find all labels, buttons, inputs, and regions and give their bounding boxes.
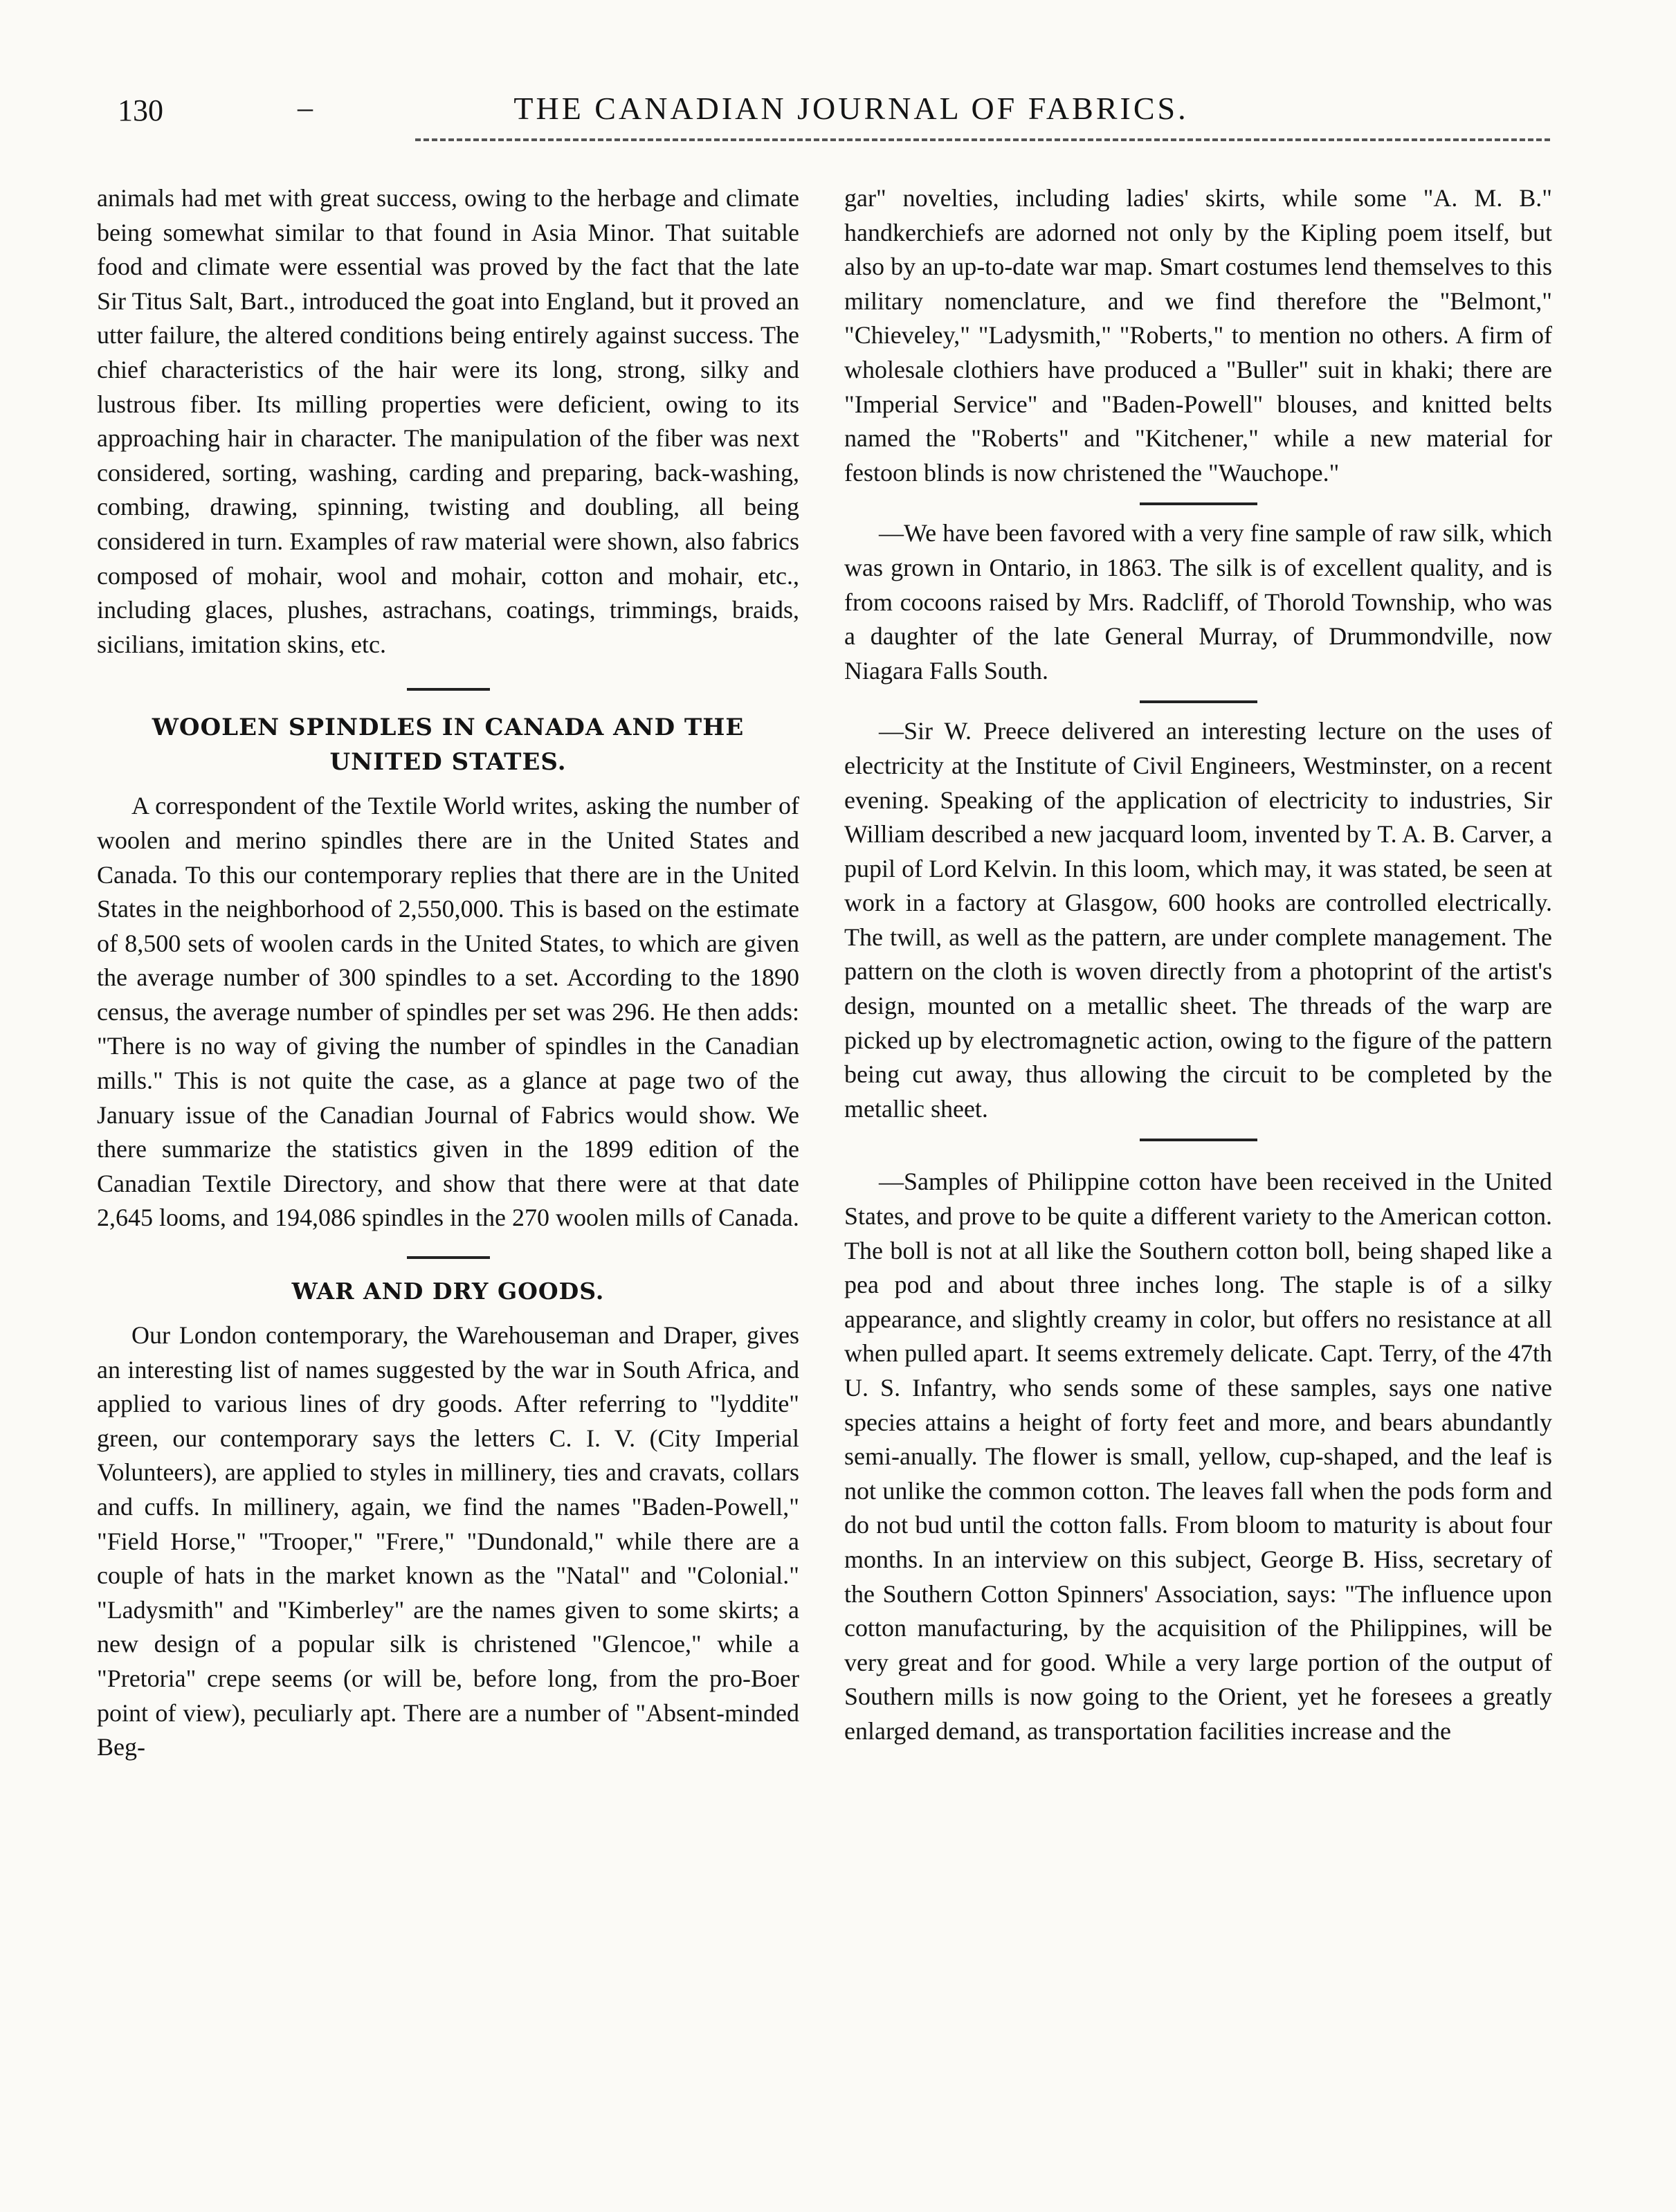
header-rule — [415, 138, 1550, 141]
header-dash: – — [298, 91, 313, 125]
page-header — [97, 90, 1550, 138]
section-heading-woolen-spindles — [97, 710, 799, 779]
heading-line: UNITED STATES. — [329, 748, 567, 777]
right-column — [844, 181, 1552, 1749]
continued-paragraph: animals had met with great success, owing to the herbage and climate being somewhat similar to that found in Asia Minor. That suitable food and climate were essential was proved by the fact that the late Sir Titus Salt, Bart., introduced the goat into England, but it proved an utter failure, the altered conditions being entirely against success. The chief characteristics of the hair were its long, strong, silky and lustrous fiber. Its milling properties were deficient, owing to its approaching hair in character. The manipulation of the fiber was next considered, sorting, washing, carding and preparing, back-washing, combing, drawing, spinning, twisting and doubling, all being considered in turn. Examples of raw material were shown, also fabrics composed of mohair, wool and mohair, cotton and mohair, etc., including glaces, plushes, astrachans, coatings, trimmings, braids, sicilians, imitation skins, etc. — [97, 184, 799, 658]
war-dry-goods-continued: gar" novelties, including ladies' skirts, while some "A. M. B." handkerchiefs are adorned not only by the Kipling poem itself, but also by an up-to-date war map. Smart costumes lend themselves to this military nomenclature, and we find therefore the "Belmont," "Chieveley," "Ladysmith," "Roberts," to mention no others. A firm of wholesale clothiers have produced a "Buller" suit in khaki; there are "Imperial Service" and "Baden-Powell" blouses, and knitted belts named the "Roberts" and "Kitchener," while a new material for festoon blinds is now christened the "Wauchope." — [844, 184, 1552, 487]
preece-lecture-paragraph: —Sir W. Preece delivered an interesting lecture on the uses of electricity at the Institute of Civil Engineers, Westminster, on a recent evening. Speaking of the application of electricity to industries, Sir William described a new jacquard loom, invented by T. A. B. Carver, a pupil of Lord Kelvin. In this loom, which may, it was stated, be seen at work in a factory at Glasgow, 600 hooks are controlled electrically. The twill, as well as the pattern, are under complete management. The pattern on the cloth is woven directly from a photoprint of the artist's design, mounted on a metallic sheet. The threads of the warp are picked up by electromagnetic action, owing to the figure of the pattern being cut away, thus allowing the circuit to be completed by the metallic sheet. — [844, 717, 1552, 1123]
heading-line: WOOLEN SPINDLES IN CANADA AND THE — [152, 714, 745, 742]
war-dry-goods-paragraph: Our London contemporary, the Warehouseman and Draper, gives an interesting list of names suggested by the war in South Africa, and applied to various lines of dry goods. After referring to "lyddite" green, our contemporary says the letters C. I. V. (City Imperial Volunteers), are applied to styles in millinery, ties and cravats, collars and cuffs. In millinery, again, we find the names "Baden-Powell," "Field Horse," "Trooper," "Frere," "Dundonald," while there are a couple of hats in the market known as the "Natal" and "Colonial." "Ladysmith" and "Kimberley" are the names given to some skirts; a new design of a popular silk is christened "Glencoe," while a "Pretoria" crepe seems (or will be, before long, from the pro-Boer point of view), peculiarly apt. There are a number of "Absent-minded Beg- — [97, 1321, 799, 1761]
page-number: 130 — [118, 93, 163, 127]
woolen-spindles-paragraph: A correspondent of the Textile World writes, asking the number of woolen and merino spindles there are in the United States and Canada. To this our contemporary replies that there are in the United States in the neighborhood of 2,550,000. This is based on the estimate of 8,500 sets of woolen cards in the United States, to which are given the average number of 300 spindles to a set. According to the 1890 census, the average number of spindles per set was 296. He then adds: "There is no way of giving the number of spindles in the Canadian mills." This is not quite the case, as a glance at page two of the January issue of the Canadian Journal of Fabrics would show. We there summarize the statistics given in the 1899 edition of the Canadian Textile Directory, and show that there were at that date 2,645 looms, and 194,086 spindles in the 270 woolen mills of Canada. — [97, 792, 799, 1232]
left-column — [97, 181, 799, 1765]
section-heading-war-dry-goods: WAR AND DRY GOODS. — [291, 1278, 605, 1305]
raw-silk-paragraph: —We have been favored with a very fine sample of raw silk, which was grown in Ontario, in 1863. The silk is of excellent quality, and is from cocoons raised by Mrs. Radcliff, of Thorold Township, who was a daughter of the late General Murray, of Drummondville, now Niagara Falls South. — [844, 519, 1552, 685]
journal-title: THE CANADIAN JOURNAL OF FABRICS. — [513, 91, 1189, 126]
philippine-cotton-paragraph: —Samples of Philippine cotton have been received in the United States, and prove to be quite a different variety to the American cotton. The boll is not at all like the Southern cotton boll, being shaped like a pea pod and about three inches long. The staple is of a silky appearance, and slightly creamy in color, but offers no resistance at all when pulled apart. It seems extremely delicate. Capt. Terry, of the 47th U. S. Infantry, who sends some of these samples, says one native species attains a height of forty feet and more, and bears abundantly semi-anually. The flower is small, yellow, cup-shaped, and the leaf is not unlike the common cotton. The leaves fall when the pods form and do not bud until the cotton falls. From bloom to maturity is about four months. In an interview on this subject, George B. Hiss, secretary of the Southern Cotton Spinners' Association, says: "The influence upon cotton manufacturing, by the acquisition of the Philippines, will be very great and for good. While a very large portion of the output of Southern mills is now going to the Orient, yet he foresees a greatly enlarged demand, as transportation facilities increase and the — [844, 1168, 1552, 1745]
